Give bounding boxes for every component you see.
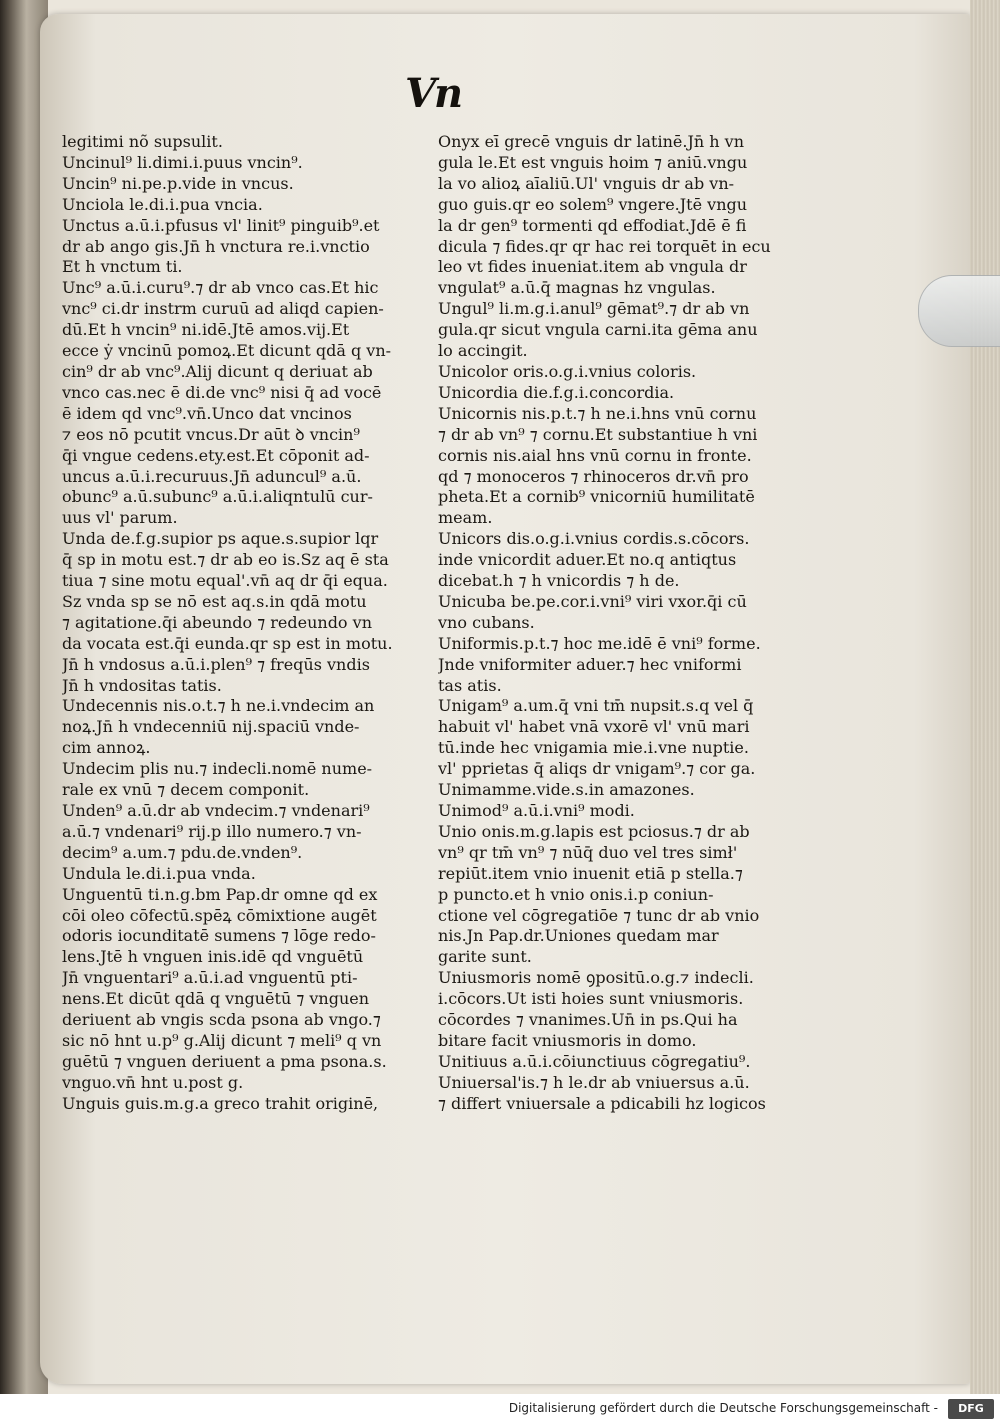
text-line: noꝝ.Jn̄ h vndecenniū nij.spaciū vnde-	[62, 717, 360, 737]
text-line: Unden⁹ a.ū.dr ab vndecim.⁊ vndenari⁹	[62, 801, 370, 820]
text-line: tas atis.	[438, 675, 502, 695]
text-line: cōi oleo cōfectū.spēꝝ cōmixtione augēt	[62, 905, 377, 925]
text-line: Unimod⁹ a.ū.i.vni⁹ modi.	[438, 801, 635, 820]
text-line: ⁊ agitatione.q̄i abeundo ⁊ redeundo vn	[62, 612, 372, 632]
text-line: Unio onis.m.g.lapis est pciosus.⁊ dr ab	[438, 821, 750, 841]
footer-credit: Digitalisierung gefördert durch die Deutsche Forschungsgemeinschaft -	[508, 1401, 938, 1415]
text-line: ē idem qd vnc⁹.vn̄.Unco dat vncinos	[62, 403, 352, 423]
text-line: nis.Jn Pap.dr.Uniones quedam mar	[438, 926, 719, 946]
text-line: uncus a.ū.i.recuruus.Jn̄ aduncul⁹ a.ū.	[62, 466, 362, 486]
text-line: dr ab ango gis.Jn̄ h vnctura re.i.vnctio	[62, 236, 370, 256]
text-line: Unda de.f.g.supior ps aque.s.supior lqr	[62, 529, 379, 549]
text-line: Unicornis nis.p.t.⁊ h ne.i.hns vnū cornu	[438, 403, 757, 423]
text-line: guētū ⁊ vnguen deriuent a pma psona.s.	[62, 1051, 387, 1071]
text-line: Unciola le.di.i.pua vncia.	[62, 194, 263, 214]
text-line: Uniformis.p.t.⁊ hoc me.idē ē vni⁹ forme.	[438, 633, 761, 653]
text-line: vngulat⁹ a.ū.q̄ magnas hz vngulas.	[438, 278, 716, 298]
text-line: dū.Et h vncin⁹ ni.idē.Jtē amos.vij.Et	[62, 320, 350, 340]
text-line: repiūt.item vnio inuenit etiā p stella.⁊	[438, 863, 743, 883]
text-line: vnc⁹ ci.dr instrm curuū ad aliqd capien-	[62, 299, 384, 319]
text-line: cim annoꝝ.	[62, 738, 151, 758]
text-line: pheta.Et a cornib⁹ vnicorniū humilitatē	[438, 487, 755, 507]
text-line: qd ⁊ monoceros ⁊ rhinoceros dr.vn̄ pro	[438, 466, 749, 486]
text-line: la dr gen⁹ tormenti qd effodiat.Jdē ē fi	[438, 215, 747, 235]
text-line: gula le.Et est vnguis hoim ⁊ aniū.vngu	[438, 152, 748, 172]
text-line: vnco cas.nec ē di.de vnc⁹ nisi q̄ ad vocē	[62, 382, 382, 402]
text-line: vl' pprietas q̄ aliqs dr vnigam⁹.⁊ cor ga.	[438, 759, 756, 779]
text-line: guo guis.qr eo solem⁹ vngere.Jtē vngu	[438, 194, 748, 214]
text-line: sic nō hnt u.p⁹ g.Alij dicunt ⁊ meli⁹ q vn	[62, 1030, 382, 1050]
text-line: ⁊ dr ab vn⁹ ⁊ cornu.Et substantiue h vni	[438, 424, 758, 444]
text-line: Et h vnctum ti.	[62, 257, 183, 277]
text-line: Unguentū ti.n.g.bm Pap.dr omne qd ex	[62, 884, 378, 904]
text-line: Ungul⁹ li.m.g.i.anul⁹ gēmat⁹.⁊ dr ab vn	[438, 299, 750, 319]
text-line: lens.Jtē h vnguen inis.idē qd vnguētū	[62, 947, 364, 967]
text-line: ⁊ differt vniuersale a pdicabili hz logicos	[438, 1093, 766, 1113]
page-stack-edge	[970, 0, 1000, 1394]
text-line: rale ex vnū ⁊ decem componit.	[62, 780, 310, 800]
text-line: Unimamme.vide.s.in amazones.	[438, 780, 695, 800]
text-line: legitimi nõ supsulit.	[62, 132, 223, 151]
text-line: dicebat.h ⁊ h vnicordis ⁊ h de.	[438, 571, 680, 591]
text-line: Unc⁹ a.ū.i.curu⁹.⁊ dr ab vnco cas.Et hic	[62, 278, 379, 298]
text-line: dicula ⁊ fides.qr qr hac rei torquēt in ecu	[438, 236, 771, 256]
text-line: nens.Et dicūt qdā q vnguētū ⁊ vnguen	[62, 989, 370, 1009]
text-line: Uncin⁹ ni.pe.p.vide in vncus.	[62, 173, 294, 193]
text-line: i.cōcors.Ut isti hoies sunt vniusmoris.	[438, 989, 744, 1009]
running-header: Vn	[405, 70, 462, 117]
text-line: Jn̄ h vndositas tatis.	[62, 675, 222, 695]
text-line: cōcordes ⁊ vnanimes.Un̄ in ps.Qui ha	[438, 1010, 738, 1030]
text-line: p puncto.et h vnio onis.i.p coniun-	[438, 884, 714, 904]
text-line: la vo alioꝝ aīaliū.Ul' vnguis dr ab vn-	[438, 173, 735, 193]
page-clip	[918, 275, 1000, 347]
text-line: da vocata est.q̄i eunda.qr sp est in motu.	[62, 633, 393, 653]
text-line: Unicors dis.o.g.i.vnius cordis.s.cōcors.	[438, 529, 750, 549]
text-line: Unicolor oris.o.g.i.vnius coloris.	[438, 361, 697, 381]
text-line: uus vl' parum.	[62, 508, 178, 528]
text-line: gula.qr sicut vngula carni.ita gēma anu	[438, 320, 758, 340]
text-line: cornis nis.aial hns vnū cornu in fronte.	[438, 445, 752, 465]
text-line: Jnde vniformiter aduer.⁊ hec vniformi	[438, 654, 742, 674]
text-line: ecce ẏ vncinū pomoꝝ.Et dicunt qdā q vn-	[62, 341, 392, 361]
text-line: leo vt fides inueniat.item ab vngula dr	[438, 257, 747, 277]
text-line: odoris iocunditatē sumens ⁊ lōge redo-	[62, 926, 376, 946]
text-line: inde vnicordit aduer.Et no.q antiqtus	[438, 550, 737, 570]
text-line: lo accingit.	[438, 341, 528, 361]
text-line: tū.inde hec vnigamia mie.i.vne nuptie.	[438, 738, 749, 758]
text-line: ⁊ eos nō pcutit vncus.Dr aūt ꝺ vncin⁹	[62, 424, 360, 444]
left-text-column	[62, 132, 414, 1115]
text-line: Unigam⁹ a.um.q̄ vni tm̄ nupsit.s.q vel q̄	[438, 696, 754, 716]
text-line: vno cubans.	[438, 612, 535, 632]
text-line: Uniuersal'is.⁊ h le.dr ab vniuersus a.ū.	[438, 1072, 750, 1092]
text-line: Undula le.di.i.pua vnda.	[62, 863, 256, 883]
text-line: deriuent ab vngis scda psona ab vngo.⁊	[62, 1010, 381, 1030]
text-line: Sz vnda sp se nō est aq.s.in qdā motu	[62, 591, 367, 611]
text-line: habuit vl' habet vnā vxorē vl' vnū mari	[438, 717, 750, 737]
text-line: vnguo.vn̄ hnt u.post g.	[62, 1072, 244, 1092]
text-line: Unctus a.ū.i.pfusus vl' linit⁹ pinguib⁹.et	[62, 215, 380, 235]
text-line: Jn̄ vnguentari⁹ a.ū.i.ad vnguentū pti-	[62, 968, 358, 988]
text-line: q̄i vngue cedens.ety.est.Et cōponit ad-	[62, 445, 370, 465]
dfg-logo: DFG	[948, 1399, 994, 1419]
text-line: Unguis guis.m.g.a greco trahit originē,	[62, 1093, 379, 1113]
text-line: Undecim plis nu.⁊ indecli.nomē nume-	[62, 759, 373, 779]
text-line: Undecennis nis.o.t.⁊ h ne.i.vndecim an	[62, 696, 375, 716]
text-line: vn⁹ qr tm̄ vn⁹ ⁊ nūq̄ duo vel tres simł'	[438, 842, 738, 862]
text-line: Unicuba be.pe.cor.i.vni⁹ viri vxor.q̄i cū	[438, 591, 747, 611]
right-text-column	[438, 132, 798, 1115]
text-line: Onyx eī grecē vnguis dr latinē.Jn̄ h vn	[438, 132, 744, 151]
text-line: q̄ sp in motu est.⁊ dr ab eo is.Sz aq ē sta	[62, 550, 389, 570]
text-line: Jn̄ h vndosus a.ū.i.plen⁹ ⁊ freqūs vndis	[62, 654, 370, 674]
text-line: Uniusmoris nomē ꝯpositū.o.g.⁊ indecli.	[438, 968, 754, 988]
text-line: decim⁹ a.um.⁊ pdu.de.vnden⁹.	[62, 842, 303, 862]
text-line: a.ū.⁊ vndenari⁹ rij.p illo numero.⁊ vn-	[62, 821, 362, 841]
text-line: Uncinul⁹ li.dimi.i.puus vncin⁹.	[62, 152, 303, 172]
text-line: ctione vel cōgregatiōe ⁊ tunc dr ab vnio	[438, 905, 760, 925]
text-line: Unitiuus a.ū.i.cōiunctiuus cōgregatiu⁹.	[438, 1051, 751, 1071]
text-line: Unicordia die.f.g.i.concordia.	[438, 382, 675, 402]
text-line: garite sunt.	[438, 947, 532, 967]
text-line: cin⁹ dr ab vnc⁹.Alij dicunt q deriuat ab	[62, 361, 373, 381]
text-line: bitare facit vniusmoris in domo.	[438, 1030, 697, 1050]
text-line: obunc⁹ a.ū.subunc⁹ a.ū.i.aliqntulū cur-	[62, 487, 373, 507]
footer-bar	[0, 1394, 1000, 1424]
text-line: meam.	[438, 508, 493, 528]
text-line: tiua ⁊ sine motu equal'.vn̄ aq dr q̄i equa.	[62, 571, 388, 591]
